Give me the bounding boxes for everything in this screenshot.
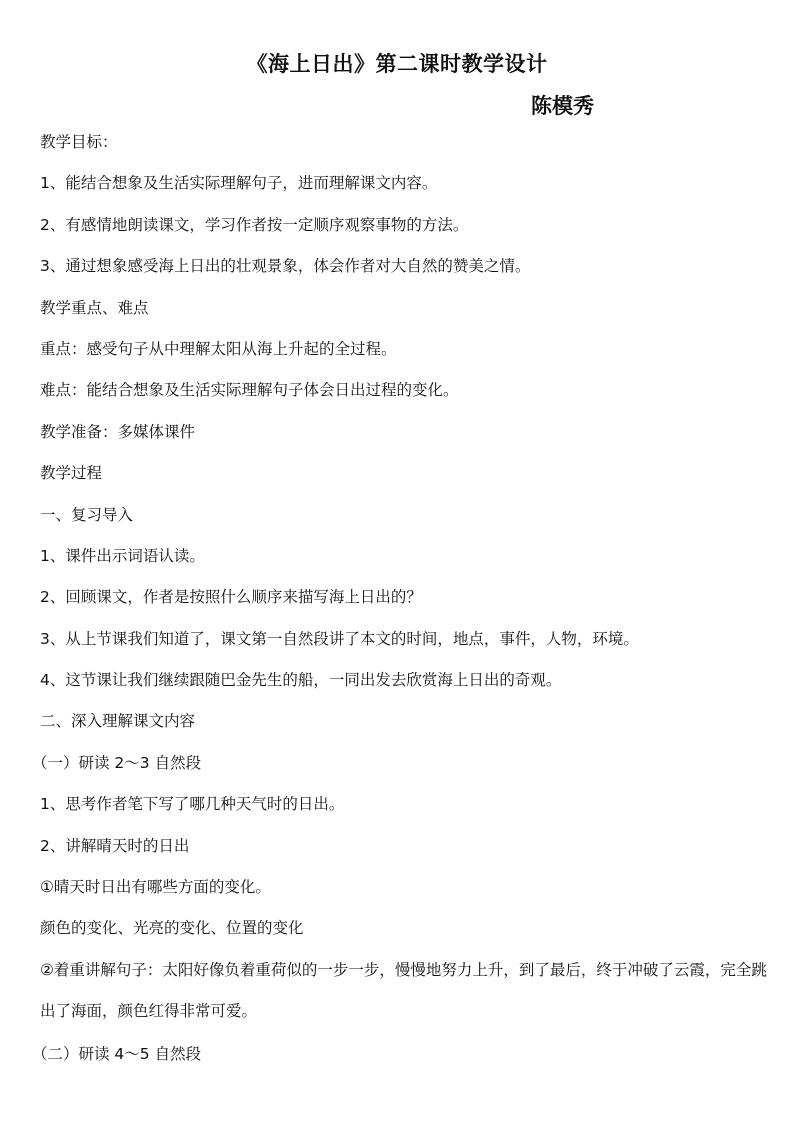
subsection-heading: 一、复习导入	[40, 505, 134, 524]
process-item: 2、回顾课文，作者是按照什么顺序来描写海上日出的？	[40, 588, 422, 607]
section-heading-process: 教学过程	[40, 464, 103, 483]
subsection-heading: 二、深入理解课文内容	[40, 712, 196, 731]
preparation-line: 教学准备：多媒体课件	[40, 422, 196, 441]
process-item: 4、这节课让我们继续跟随巴金先生的船，一同出发去欣赏海上日出的奇观。	[40, 671, 562, 690]
process-item: 3、从上节课我们知道了，课文第一自然段讲了本文的时间，地点，事件，人物，环境。	[40, 629, 639, 648]
process-item: 2、讲解晴天时的日出	[40, 836, 190, 855]
document-title: 《海上日出》第二课时教学设计	[246, 52, 548, 76]
document-body	[32, 132, 770, 1085]
process-subitem: ①晴天时日出有哪些方面的变化。	[40, 878, 271, 897]
objective-item: 3、通过想象感受海上日出的壮观景象，体会作者对大自然的赞美之情。	[40, 257, 531, 276]
section-heading-key-points: 教学重点、难点	[40, 298, 149, 317]
sub-subsection-heading: （二）研读 4～5 自然段	[32, 1045, 202, 1064]
key-point-item: 重点：感受句子从中理解太阳从海上升起的全过程。	[40, 339, 397, 358]
section-heading-objectives: 教学目标：	[40, 133, 118, 151]
difficulty-item: 难点：能结合想象及生活实际理解句子体会日出过程的变化。	[40, 381, 459, 400]
objective-item: 1、能结合想象及生活实际理解句子，进而理解课文内容。	[40, 174, 438, 193]
objective-item: 2、有感情地朗读课文，学习作者按一定顺序观察事物的方法。	[40, 215, 469, 234]
process-item: 1、课件出示词语认读。	[40, 546, 205, 565]
process-item: 1、思考作者笔下写了哪几种天气时的日出。	[40, 795, 345, 814]
process-subitem: ②着重讲解句子：太阳好像负着重荷似的一步一步，慢慢地努力上升，到了最后，终于冲破了云霞，完全跳出了海面，颜色红得非常可爱。	[40, 960, 767, 1021]
document-author: 陈模秀	[531, 94, 594, 118]
process-note: 颜色的变化、光亮的变化、位置的变化	[40, 919, 304, 938]
sub-subsection-heading: （一）研读 2～3 自然段	[32, 753, 202, 772]
